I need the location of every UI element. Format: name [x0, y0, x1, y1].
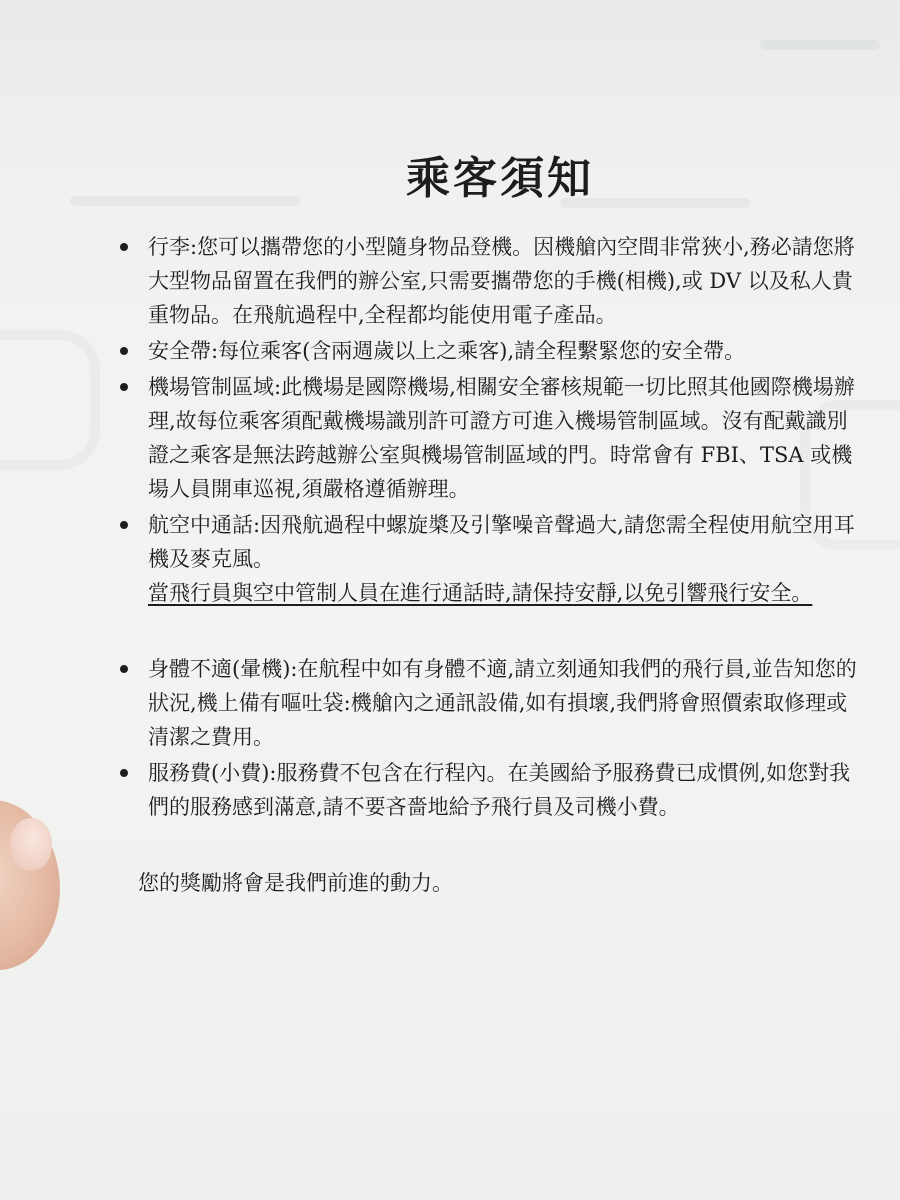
bullet-icon — [120, 665, 128, 673]
notice-item-seatbelt — [118, 334, 858, 368]
notice-item-discomfort — [118, 652, 858, 754]
bullet-icon — [120, 383, 128, 391]
notice-item-luggage — [118, 230, 858, 332]
notice-text: 行李:您可以攜帶您的小型隨身物品登機。因機艙內空間非常狹小,務必請您將大型物品留置在我們的辦公室,只需要攜帶您的手機(相機),或 DV 以及私人貴重物品。在飛航過程中,全程都均能使用電子產品。 — [148, 235, 855, 327]
notice-text: 航空中通話:因飛航過程中螺旋槳及引擎噪音聲過大,請您需全程使用航空用耳機及麥克風。 — [148, 513, 855, 571]
notice-list — [118, 230, 858, 824]
bullet-icon — [120, 243, 128, 251]
notice-item-airport-area — [118, 370, 858, 506]
notice-text: 機場管制區域:此機場是國際機場,相關安全審核規範一切比照其他國際機場辦理,故每位乘客須配戴機場識別許可證方可進入機場管制區域。沒有配戴識別證之乘客是無法跨越辦公室與機場管制區域的門。時常會有 FBI、TSA 或機場人員開車巡視,須嚴格遵循辦理。 — [148, 375, 855, 501]
notice-text: 安全帶:每位乘客(含兩週歲以上之乘客),請全程繫緊您的安全帶。 — [148, 339, 746, 363]
bullet-icon — [120, 769, 128, 777]
show-through-mark — [0, 330, 100, 470]
notice-text: 服務費(小費):服務費不包含在行程內。在美國給予服務費已成慣例,如您對我們的服務感到滿意,請不要吝嗇地給予飛行員及司機小費。 — [148, 761, 851, 819]
closing-line: 您的獎勵將會是我們前進的動力。 — [138, 871, 453, 895]
bullet-icon — [120, 347, 128, 355]
notice-text: 身體不適(暈機):在航程中如有身體不適,請立刻通知我們的飛行員,並告知您的狀況,機上備有嘔吐袋:機艙內之通訊設備,如有損壞,我們將會照價索取修理或清潔之費用。 — [148, 657, 857, 749]
thumbnail-nail — [10, 818, 52, 870]
show-through-text — [760, 40, 880, 50]
bullet-icon — [120, 521, 128, 529]
notice-item-communication — [118, 508, 858, 610]
document-title: 乘客須知 — [406, 153, 594, 204]
notice-item-service-fee — [118, 756, 858, 824]
notice-document — [118, 148, 858, 900]
notice-underlined-text: 當飛行員與空中管制人員在進行通話時,請保持安靜,以免引響飛行安全。 — [148, 581, 813, 605]
